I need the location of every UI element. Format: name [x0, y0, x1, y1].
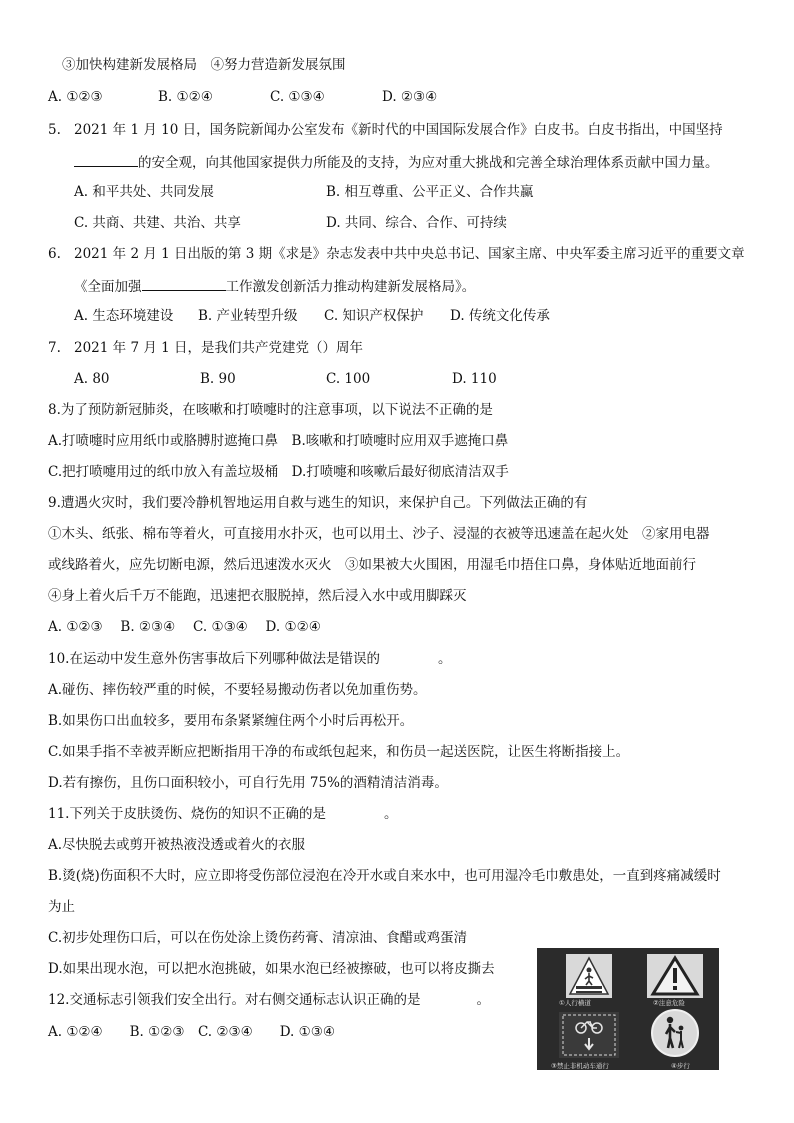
q7-number: 7.	[48, 340, 61, 356]
q8-stem: 8.为了预防新冠肺炎，在咳嗽和打喷嚏时的注意事项，以下说法不正确的是	[48, 402, 493, 418]
q12-end: 。	[476, 992, 490, 1008]
q12-choices: A. ①②④ B. ①②③ C. ②③④ D. ①③④	[48, 1024, 335, 1040]
q12-text: 12.交通标志引领我们安全出行。对右侧交通标志认识正确的是	[48, 992, 421, 1008]
q10-choice-b: B.如果伤口出血较多，要用布条紧紧缠住两个小时后再松开。	[48, 713, 414, 729]
q6-choice-c: C. 知识产权保护	[324, 308, 424, 324]
q4-choice-a: A. ①②③	[48, 89, 103, 105]
bicycle-icon	[549, 1012, 629, 1062]
q9-stem: 9.遭遇火灾时，我们要冷静机智地运用自救与逃生的知识，来保护自己。下列做法正确的有	[48, 495, 588, 511]
crosswalk-sign	[549, 954, 629, 1004]
q6-text-post: 工作激发创新活力推动构建新发展格局》。	[225, 279, 476, 295]
q4-choice-b: B. ①②④	[158, 89, 213, 105]
q6-answer-blank[interactable]	[142, 276, 226, 291]
q8-choices-cd: C.把打喷嚏用过的纸巾放入有盖垃圾桶 D.打喷嚏和咳嗽后最好彻底清洁双手	[48, 464, 509, 480]
q11-text: 11.下列关于皮肤烫伤、烧伤的知识不正确的是	[48, 806, 326, 822]
sign1-caption: ①人行横道	[559, 999, 591, 1007]
q5-text-b: 的安全观，向其他国家提供力所能及的支持，为应对重大挑战和完善全球治理体系贡献中国力量。	[138, 155, 719, 171]
q10-text: 10.在运动中发生意外伤害事故后下列哪种做法是错误的	[48, 651, 380, 667]
q11-choice-c: C.初步处理伤口后，可以在伤处涂上烫伤药膏、清凉油、食醋或鸡蛋清	[48, 930, 468, 946]
q10-choice-a: A.碰伤、摔伤较严重的时候，不要轻易搬动伤者以免加重伤势。	[48, 682, 427, 698]
warning-sign	[635, 954, 715, 1004]
q5-stem-line2	[74, 152, 719, 172]
q5-text-a: 2021 年 1 月 10 日，国务院新闻办公室发布《新时代的中国国际发展合作》白皮书。白皮书指出，中国坚持	[74, 122, 723, 138]
sign2-caption: ②注意危险	[653, 999, 685, 1007]
q10-choice-d: D.若有擦伤，且伤口面积较小，可自行先用 75%的酒精清洁消毒。	[48, 775, 448, 791]
q4-choice-c: C. ①③④	[270, 89, 325, 105]
q10-stem	[48, 650, 451, 668]
q5-answer-blank[interactable]	[74, 152, 138, 167]
q6-text-a: 2021 年 2 月 1 日出版的第 3 期《求是》杂志发表中共中央总书记、国家主席、中央军委主席习近平的重要文章	[74, 246, 745, 262]
q11-end: 。	[383, 806, 398, 822]
warning-triangle-icon	[635, 954, 715, 1004]
no-non-motor-vehicle-sign	[549, 1012, 629, 1062]
q4-options-continued: ③加快构建新发展格局 ④努力营造新发展氛围	[62, 57, 346, 73]
traffic-signs-image	[537, 948, 719, 1070]
sign3-caption: ③禁止非机动车通行	[551, 1062, 609, 1070]
q11-choice-b-line2: 为止	[48, 899, 75, 915]
q7-stem	[48, 339, 363, 357]
q10-end: 。	[437, 651, 452, 667]
q6-number: 6.	[48, 246, 61, 262]
q7-text: 2021 年 7 月 1 日，是我们共产党建党（）周年	[74, 340, 363, 356]
q5-number: 5.	[48, 122, 61, 138]
q5-choice-d: D. 共同、综合、合作、可持续	[326, 215, 507, 231]
q5-choice-b: B. 相互尊重、公平正义、合作共赢	[326, 184, 534, 200]
q12-stem	[48, 991, 490, 1009]
q6-choice-b: B. 产业转型升级	[198, 308, 298, 324]
q7-choice-c: C. 100	[326, 371, 371, 387]
walking-sign	[635, 1008, 715, 1058]
q9-statement-2: 或线路着火，应先切断电源，然后迅速泼水灭火 ③如果被大火围困，用湿毛巾捂住口鼻，身体贴近地面前行	[48, 557, 696, 573]
pedestrian-icon	[635, 1008, 715, 1060]
q9-statement-1: ①木头、纸张、棉布等着火，可直接用水扑灭，也可以用土、沙子、浸湿的衣被等迅速盖在起火处 ②家用电器	[48, 526, 710, 542]
q6-text-pre: 《全面加强	[74, 279, 142, 295]
crosswalk-icon	[549, 954, 629, 1004]
q11-choice-a: A.尽快脱去或剪开被热液没透或着火的衣服	[48, 837, 306, 853]
q9-statement-3: ④身上着火后千万不能跑，迅速把衣服脱掉，然后浸入水中或用脚踩灭	[48, 588, 467, 604]
q5-stem-line1	[48, 121, 723, 139]
q8-choices-ab: A.打喷嚏时应用纸巾或胳膊肘遮掩口鼻 B.咳嗽和打喷嚏时应用双手遮掩口鼻	[48, 433, 509, 449]
q5-choice-a: A. 和平共处、共同发展	[74, 184, 214, 200]
q10-choice-c: C.如果手指不幸被弄断应把断指用干净的布或纸包起来，和伤员一起送医院，让医生将断指接上。	[48, 744, 630, 760]
q9-choices: A. ①②③ B. ②③④ C. ①③④ D. ①②④	[48, 619, 321, 635]
q7-choice-a: A. 80	[74, 371, 110, 387]
q6-stem-line2	[74, 276, 475, 296]
q6-stem-line1	[48, 245, 745, 263]
q11-choice-d: D.如果出现水泡，可以把水泡挑破，如果水泡已经被擦破，也可以将皮撕去	[48, 961, 495, 977]
q6-choice-d: D. 传统文化传承	[450, 308, 550, 324]
q7-choice-d: D. 110	[452, 371, 497, 387]
q5-choice-c: C. 共商、共建、共治、共享	[74, 215, 241, 231]
q4-choice-d: D. ②③④	[382, 89, 438, 105]
q7-choice-b: B. 90	[200, 371, 236, 387]
q6-choice-a: A. 生态环境建设	[74, 308, 174, 324]
sign4-caption: ④步行	[671, 1062, 690, 1070]
q11-choice-b-line1: B.烫(烧)伤面积不大时，应立即将受伤部位浸泡在冷开水或自来水中，也可用湿冷毛巾敷患处，一直到疼痛减缓时	[48, 868, 721, 884]
q11-stem	[48, 805, 397, 823]
